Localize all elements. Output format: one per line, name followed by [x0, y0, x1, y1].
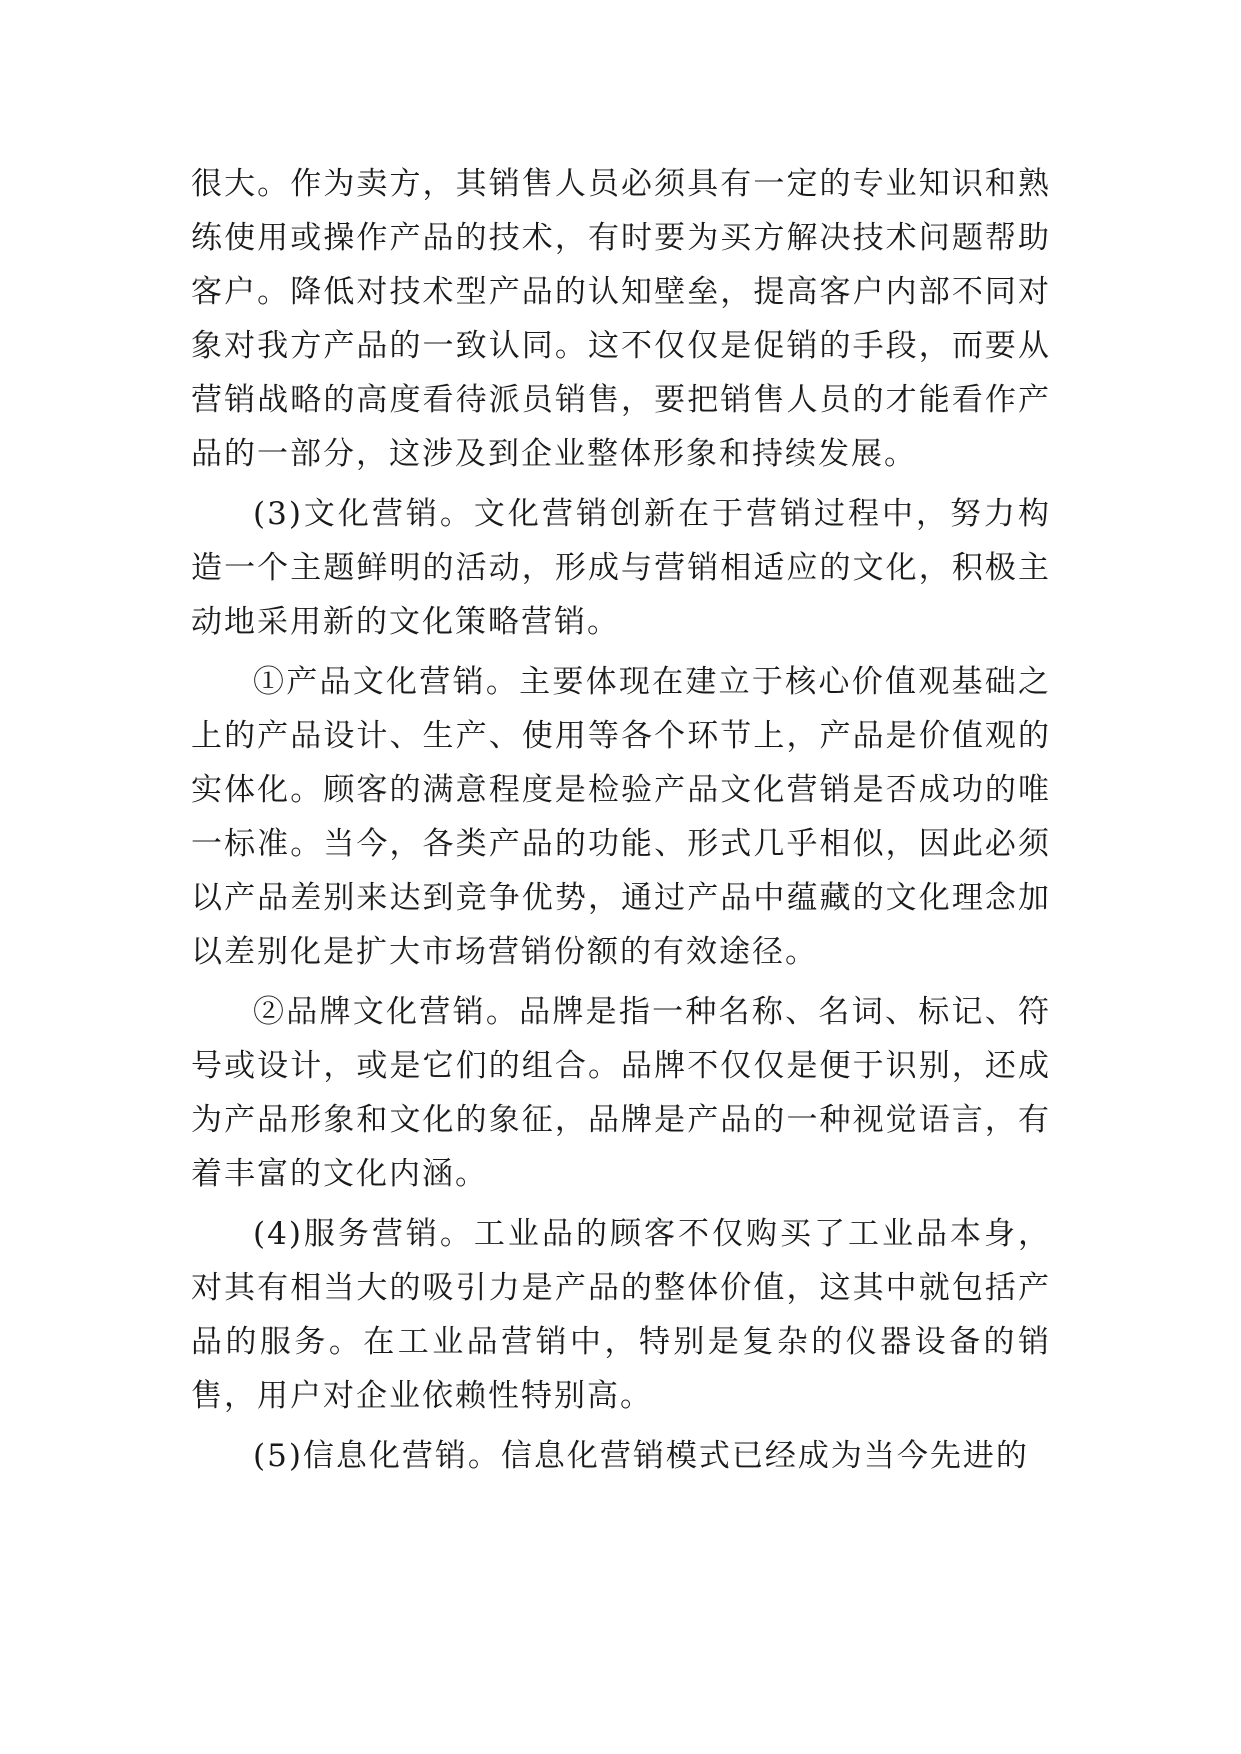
paragraph-continuation: 很大。作为卖方，其销售人员必须具有一定的专业知识和熟练使用或操作产品的技术，有时要为买方解决技术问题帮助客户。降低对技术型产品的认知壁垒，提高客户内部不同对象对我方产品的一致认同。这不仅仅是促销的手段，而要从营销战略的高度看待派员销售，要把销售人员的才能看作产品的一部分，这涉及到企业整体形象和持续发展。 [191, 166, 1051, 472]
document-body [191, 157, 1051, 1489]
paragraph-service-marketing: (4)服务营销。工业品的顾客不仅购买了工业品本身，对其有相当大的吸引力是产品的整体价值，这其中就包括产品的服务。在工业品营销中，特别是复杂的仪器设备的销售，用户对企业依赖性特别高。 [191, 1216, 1051, 1414]
paragraph-product-culture-marketing: ①产品文化营销。主要体现在建立于核心价值观基础之上的产品设计、生产、使用等各个环节上，产品是价值观的实体化。顾客的满意程度是检验产品文化营销是否成功的唯一标准。当今，各类产品的功能、形式几乎相似，因此必须以产品差别来达到竞争优势，通过产品中蕴藏的文化理念加以差别化是扩大市场营销份额的有效途径。 [191, 664, 1051, 970]
paragraph-information-marketing: (5)信息化营销。信息化营销模式已经成为当今先进的 [253, 1438, 1029, 1474]
paragraph-culture-marketing: (3)文化营销。文化营销创新在于营销过程中，努力构造一个主题鲜明的活动，形成与营销相适应的文化，积极主动地采用新的文化策略营销。 [191, 496, 1051, 640]
paragraph-brand-culture-marketing: ②品牌文化营销。品牌是指一种名称、名词、标记、符号或设计，或是它们的组合。品牌不仅仅是便于识别，还成为产品形象和文化的象征，品牌是产品的一种视觉语言，有着丰富的文化内涵。 [191, 994, 1051, 1192]
